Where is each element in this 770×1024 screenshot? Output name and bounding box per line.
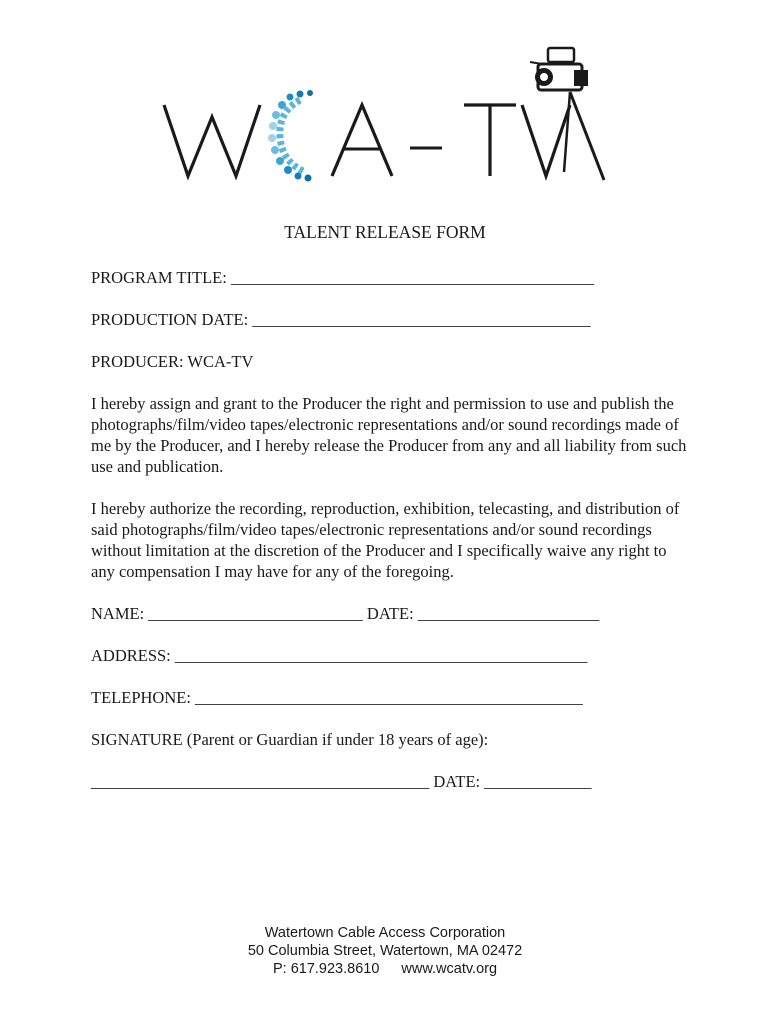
producer-line: PRODUCER: WCA-TV <box>91 352 254 371</box>
footer-org: Watertown Cable Access Corporation <box>264 925 506 941</box>
authorization-paragraph: I hereby authorize the recording, reproduction, exhibition, telecasting, and distribution of said photographs/film/video tapes/electronic representations and/or sound recordings without limitation at the discretion of the Producer and I specifically waive any right to any compensation I may have for any of the foregoing. <box>91 499 680 581</box>
signature-blank[interactable]: _________________________________________ <box>91 772 430 791</box>
date-label: DATE: <box>366 604 414 623</box>
footer-phone: P: 617.923.8610 <box>272 961 380 977</box>
program-title-field <box>91 267 691 288</box>
name-date-field <box>91 603 691 624</box>
telephone-label: TELEPHONE: <box>91 688 191 707</box>
logo-people-c-icon <box>268 90 313 182</box>
footer-address: 50 Columbia Street, Watertown, MA 02472 <box>247 943 523 959</box>
address-blank[interactable]: __________________________________________________ <box>174 646 588 665</box>
production-date-blank[interactable]: _________________________________________ <box>252 310 591 329</box>
logo-letter-a <box>332 105 392 176</box>
signature-label: SIGNATURE (Parent or Guardian if under 18 years of age): <box>91 730 489 749</box>
signature-date-label: DATE: <box>433 772 481 791</box>
telephone-field <box>91 687 691 708</box>
name-blank[interactable]: __________________________ <box>148 604 363 623</box>
release-paragraph: I hereby assign and grant to the Producer the right and permission to use and publish the photographs/film/video tapes/electronic representations and/or sound recordings made of me by the Producer, and I hereby release the Producer from any and all liability from such use and publication. <box>91 394 687 476</box>
talent-release-form <box>91 222 691 813</box>
address-field <box>91 645 691 666</box>
signature-date-blank[interactable]: _____________ <box>484 772 592 791</box>
wcatv-logo <box>160 42 620 192</box>
date-blank[interactable]: ______________________ <box>417 604 600 623</box>
footer-website[interactable]: www.wcatv.org <box>401 961 498 977</box>
production-date-label: PRODUCTION DATE: <box>91 310 249 329</box>
logo-camera-tripod-icon <box>522 48 604 180</box>
production-date-field <box>91 309 691 330</box>
program-title-blank[interactable]: ____________________________________________ <box>230 268 594 287</box>
logo-letter-w <box>164 105 260 176</box>
signature-field <box>91 771 691 792</box>
program-title-label: PROGRAM TITLE: <box>91 268 227 287</box>
form-title: TALENT RELEASE FORM <box>284 222 486 242</box>
telephone-blank[interactable]: _______________________________________________ <box>195 688 583 707</box>
name-label: NAME: <box>91 604 145 623</box>
footer-contact <box>0 924 770 978</box>
address-label: ADDRESS: <box>91 646 171 665</box>
footer-contact-line <box>0 960 770 978</box>
